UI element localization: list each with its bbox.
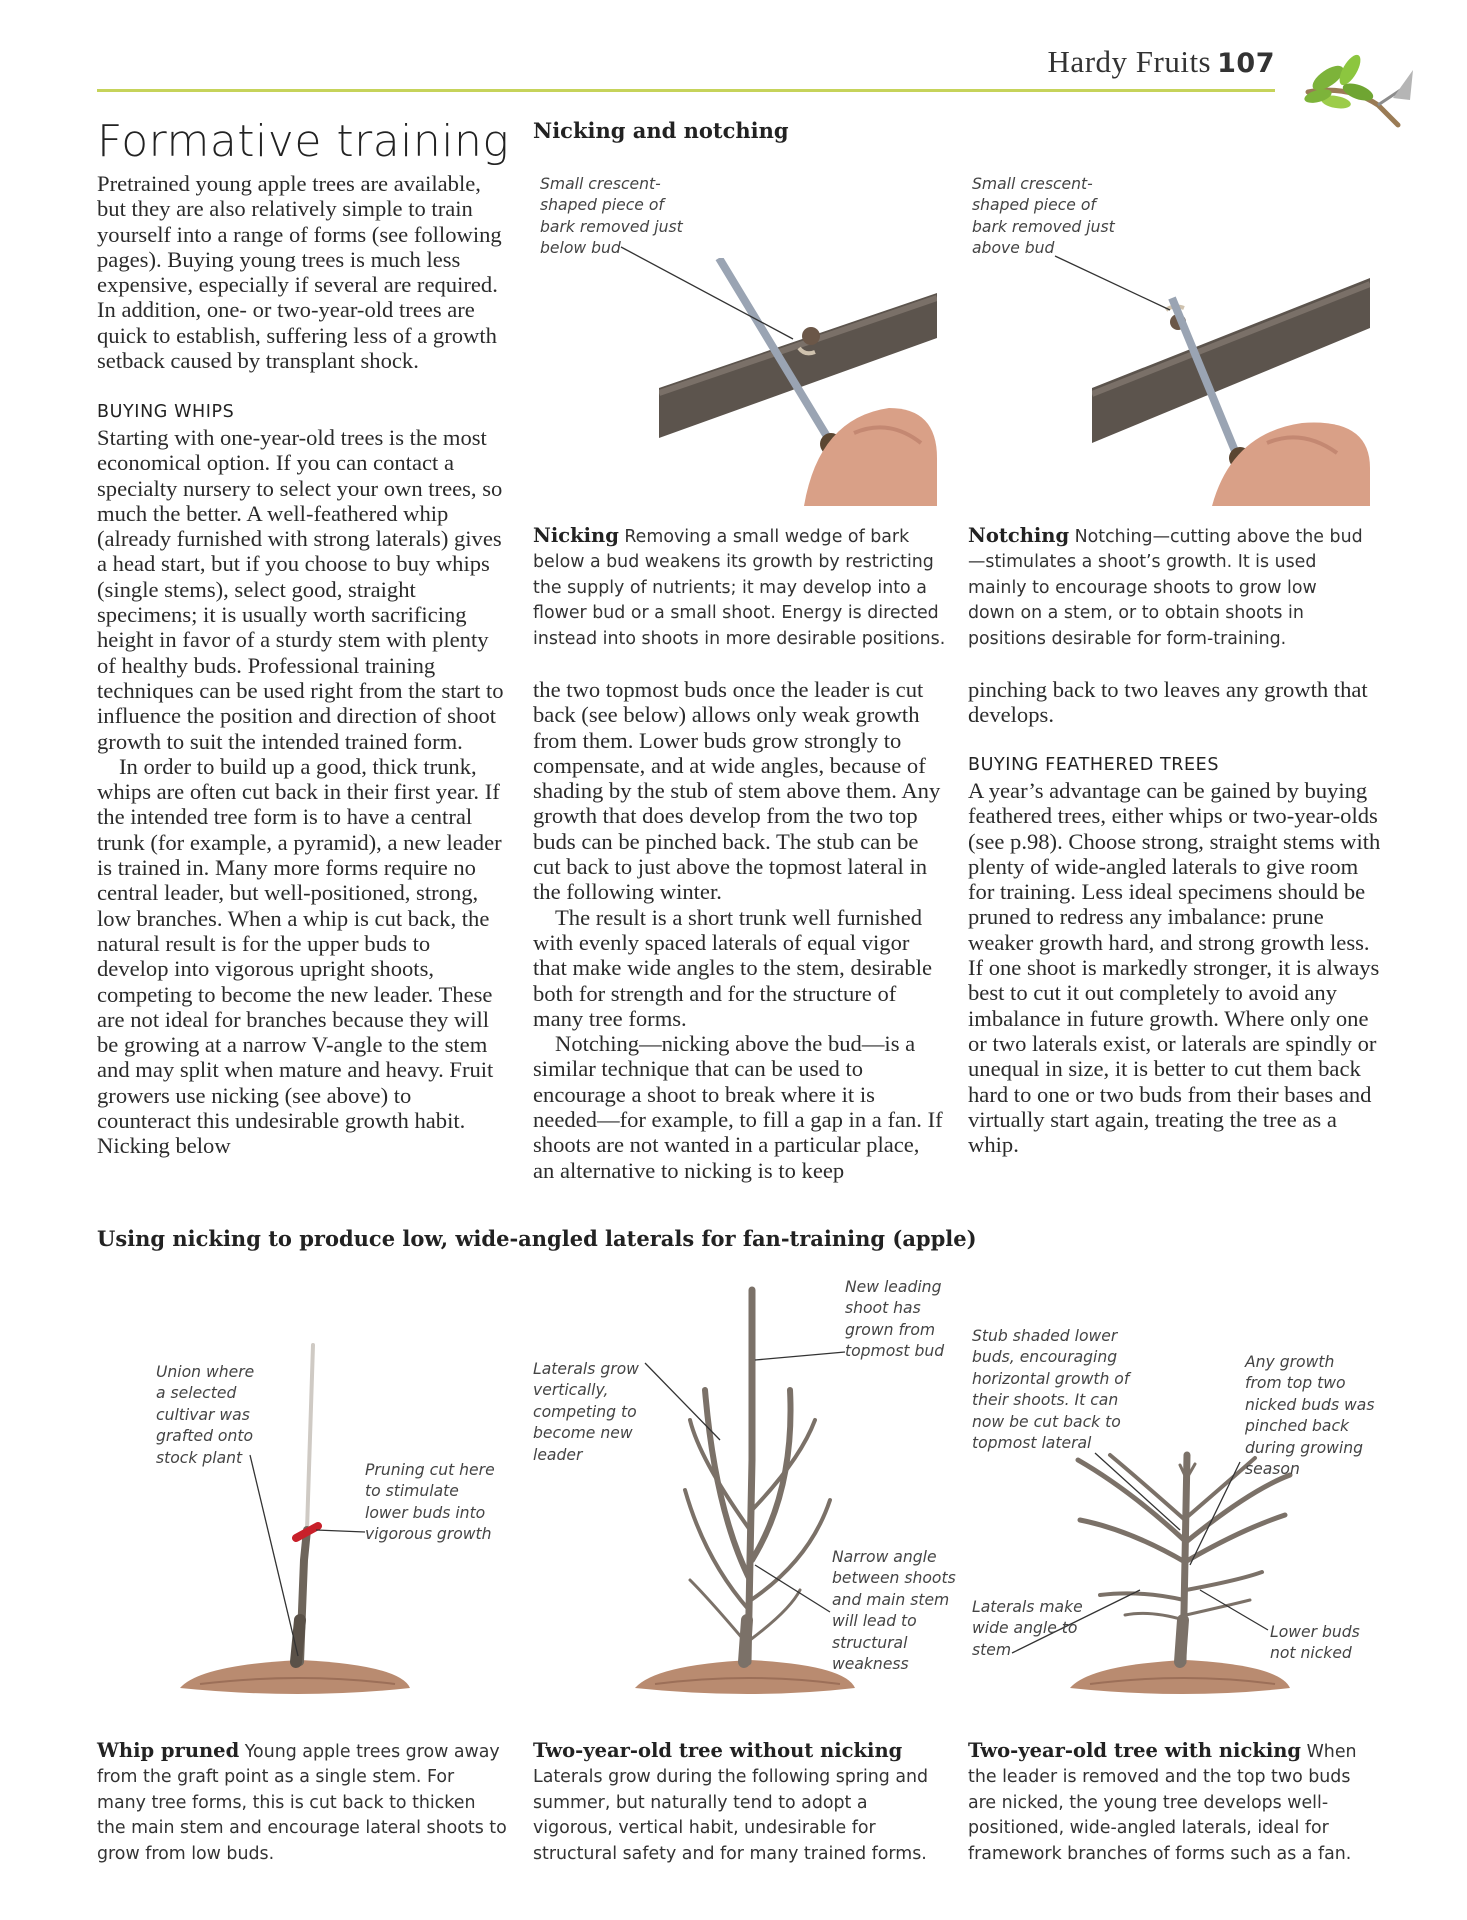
whip-tree (296, 1345, 318, 1662)
page-number: 107 (1217, 48, 1275, 79)
label-lower-buds: Lower buds not nicked (1270, 1623, 1360, 1663)
with-nicking-caption-lead: Two-year-old tree with nicking (968, 1739, 1302, 1762)
buying-feathered-heading: BUYING FEATHERED TREES (968, 755, 1220, 775)
whip-pruned-caption (97, 1738, 507, 1867)
label-any-growth: Any growth from top two nicked buds was pinched back during growing season (1245, 1353, 1375, 1479)
column-2-paragraph-3: Notching—nicking above the bud—is a similar technique that can be used to encourage a shoot to break where it is needed—for example, to fill a gap in a fan. If shoots are not wanted in a particular place, an alternative to nicking is to keep (533, 1031, 943, 1183)
label-laterals-grow: Laterals grow vertically, competing to become new leader (533, 1360, 639, 1464)
tree-with-nicking (1078, 1455, 1290, 1662)
nicking-photo-label: Small crescent- shaped piece of bark removed just below bud (540, 175, 683, 258)
tree-without-nicking (685, 1290, 830, 1662)
whip-pruned-caption-lead: Whip pruned (97, 1739, 240, 1762)
notching-photo-label: Small crescent- shaped piece of bark removed just above bud (972, 175, 1115, 258)
label-narrow-angle: Narrow angle between shoots and main stem will lead to structural weakness (832, 1548, 956, 1674)
nicking-caption-text: Removing a small wedge of bark below a bud weakens its growth by restricting the supply of nutrients; it may develop into a flower bud or a small shoot. Energy is directed instead into shoots in more desirable positions. (533, 527, 946, 649)
notching-caption-lead: Notching (968, 524, 1070, 547)
label-stub-shaded: Stub shaded lower buds, encouraging horizontal growth of their shoots. It can now be cut back to topmost lateral (972, 1327, 1130, 1453)
notching-caption (968, 523, 1368, 652)
nicking-caption (533, 523, 948, 652)
without-nicking-caption (533, 1738, 943, 1867)
column-3-body (968, 677, 1388, 728)
pruning-cut-mark (296, 1526, 318, 1538)
label-laterals-wide: Laterals make wide angle to stem (972, 1598, 1083, 1659)
fan-figure-title: Using nicking to produce low, wide-angled laterals for fan-training (apple) (97, 1226, 977, 1251)
column-3-paragraph-1: pinching back to two leaves any growth that develops. (968, 677, 1368, 728)
buying-whips-heading: BUYING WHIPS (97, 402, 235, 422)
column-2-paragraph-1: the two topmost buds once the leader is cut back (see below) allows only weak growth from them. Lower buds grow strongly to compensate, and at wide angles, because of shading by the stub of stem above them. Any growth that does develop from the two top buds can be pinched back. The stub can be cut back to just above the topmost lateral in the following winter. (533, 677, 941, 905)
notching-caption-text: Notching—cutting above the bud—stimulates a shoot’s growth. It is used mainly to encourage shoots to grow low down on a stem, or to obtain shoots in positions desirable for form-training. (968, 527, 1363, 649)
with-nicking-caption-text: When the leader is removed and the top two buds are nicked, the young tree develops well-positioned, wide-angled laterals, ideal for framework branches of forms such as a fan. (968, 1742, 1357, 1864)
buying-whips-paragraph-1: Starting with one-year-old trees is the most economical option. If you can contact a specialty nursery to select your own trees, so much the better. A well-feathered whip (already furnished with strong laterals) gives a head start, but if you choose to buy whips (single stems), select good, straight specimens; it is usually worth sacrificing height in favor of a sturdy stem with plenty of healthy buds. Professional training techniques can be used right from the start to influence the position and direction of shoot growth to suit the intended trained form. (97, 425, 504, 754)
buying-feathered-section (968, 755, 1388, 775)
whip-pruned-caption-text: Young apple trees grow away from the graft point as a single stem. For many tree forms, this is cut back to thicken the main stem and encourage lateral shoots to grow from low buds. (97, 1742, 507, 1864)
column-2-paragraph-2: The result is a short trunk well furnished with evenly spaced laterals of equal vigor that make wide angles to the stem, desirable both for strength and for the structure of many tree forms. (533, 904, 933, 1031)
header-section: Hardy Fruits (1047, 44, 1212, 79)
nicking-figure-title: Nicking and notching (533, 118, 789, 143)
buying-feathered-body (968, 778, 1388, 1157)
intro-text: Pretrained young apple trees are available, but they are also relatively simple to train yourself into a range of forms (see following pages). Buying young trees is much less expensive, especially if several are required. In addition, one- or two-year-old trees are quick to establish, suffering less of a growth setback caused by transplant shock. (97, 171, 502, 374)
page-title: Formative training (97, 116, 510, 167)
label-pruning-cut: Pruning cut here to stimulate lower buds into vigorous growth (365, 1461, 495, 1544)
label-union: Union where a selected cultivar was grafted onto stock plant (156, 1363, 255, 1467)
buying-feathered-paragraph: A year’s advantage can be gained by buying feathered trees, either whips or two-year-olds (see p.98). Choose strong, straight stems with plenty of wide-angled laterals to give room for training. Less ideal specimens should be pruned to redress any imbalance: prune weaker growth hard, and strong growth less. If one shoot is markedly stronger, it is always best to cut it out completely to avoid any imbalance in future growth. Where only one or two laterals exist, or laterals are spindly or unequal in size, it is better to cut them back hard to one or two buds from their bases and virtually start again, treating the tree as a whip. (968, 778, 1381, 1158)
fan-training-illustration (0, 1260, 1467, 1720)
label-new-leading: New leading shoot has grown from topmost bud (845, 1278, 945, 1361)
column-2-body (533, 677, 943, 1183)
buying-whips-paragraph-2: In order to build up a good, thick trunk, whips are often cut back in their first year. If the intended tree form is to have a central trunk (for example, a pyramid), a new leader is trained in. Many more forms require no central leader, but well-positioned, strong, low branches. When a whip is cut back, the natural result is for the upper buds to develop into vigorous upright shoots, competing to become the new leader. These are not ideal for branches because they will be growing at a narrow V-angle to the stem and may split when mature and heavy. Fruit growers use nicking (see above) to counteract this undesirable growth habit. Nicking below (97, 753, 502, 1159)
without-nicking-caption-text: Laterals grow during the following spring and summer, but naturally tend to adopt a vigorous, vertical habit, undesirable for structural safety and for many trained forms. (533, 1767, 929, 1864)
with-nicking-caption (968, 1738, 1373, 1867)
without-nicking-caption-lead: Two-year-old tree without nicking (533, 1739, 903, 1762)
nicking-caption-lead: Nicking (533, 524, 619, 547)
